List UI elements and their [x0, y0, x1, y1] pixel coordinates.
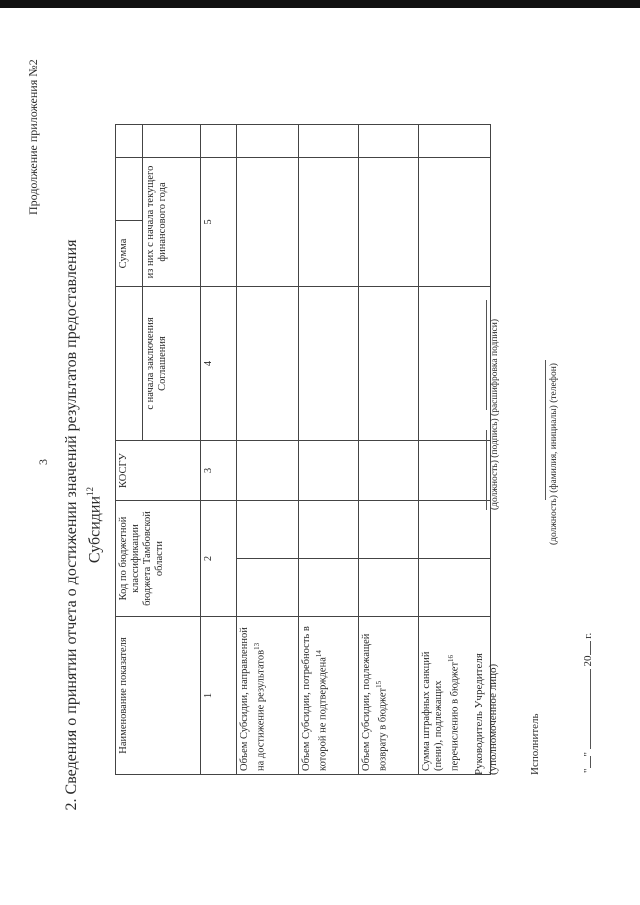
- signature-line: [486, 430, 487, 510]
- date-quote-open: ": [582, 768, 594, 773]
- appendix-note: Продолжение приложения №2: [26, 59, 40, 215]
- table-cell: [237, 441, 299, 501]
- header-sum: [116, 125, 143, 158]
- header-sum-current-year: из них с начала текущего финансового года: [143, 158, 201, 287]
- table-cell: [359, 125, 419, 158]
- section-title: [62, 205, 104, 845]
- table-row-label: [359, 617, 419, 775]
- column-number-blank: [201, 125, 237, 158]
- column-number: 5: [201, 158, 237, 287]
- row-footnote: 15: [375, 680, 383, 688]
- date-month-blank: [590, 669, 591, 749]
- row-label-text: Объем Субсидии, потребность в которой не подтверждена: [301, 626, 329, 771]
- table-cell: [237, 125, 299, 158]
- row-footnote: 16: [447, 654, 455, 662]
- section-title-footnote: 12: [85, 486, 95, 496]
- signature-line: [486, 300, 487, 410]
- head-label-2: (уполномоченное лицо): [487, 663, 499, 775]
- head-label-1: Руководитель Учредителя: [473, 653, 485, 775]
- row-label-text: Сумма штрафных санкций (пени), подлежащих перечислению в бюджет: [421, 651, 461, 771]
- date-year: 20: [582, 655, 594, 667]
- table-cell: [359, 287, 419, 441]
- row-label-text: Объем Субсидии, направленной на достижение результатов: [239, 627, 267, 771]
- table-cell: [299, 125, 359, 158]
- column-number: 4: [201, 287, 237, 441]
- column-number: 2: [201, 501, 237, 617]
- executor-caption: (должность) (фамилия, инициалы) (телефон): [549, 363, 559, 545]
- table-cell: [299, 501, 359, 559]
- section-title-text: 2. Сведения о принятии отчета о достижении значений результатов предоставления Субсидии: [63, 239, 104, 811]
- row-footnote: 13: [253, 642, 261, 650]
- executor-line: [545, 360, 546, 500]
- column-number: 3: [201, 441, 237, 501]
- table-cell: [237, 158, 299, 287]
- table-cell: [237, 501, 299, 559]
- table-cell: [419, 501, 491, 559]
- column-number: 1: [201, 617, 237, 775]
- table-cell: [359, 501, 419, 559]
- row-footnote: 14: [315, 650, 323, 658]
- table-cell: [419, 158, 491, 287]
- table-cell: [359, 158, 419, 287]
- table-cell: [419, 287, 491, 441]
- table-cell: [299, 287, 359, 441]
- executor-label: Исполнитель: [529, 713, 541, 775]
- table-cell: [419, 441, 491, 501]
- head-caption: (должность) (подпись) (расшифровка подписи): [490, 318, 500, 510]
- date-day-blank: [590, 757, 591, 769]
- table-cell: [419, 559, 491, 617]
- table-cell: [419, 125, 491, 158]
- table-cell: [299, 441, 359, 501]
- page-number: 3: [36, 459, 50, 465]
- table-cell: [359, 559, 419, 617]
- date-suffix: г.: [582, 632, 594, 639]
- table-cell: [299, 559, 359, 617]
- table-cell: [299, 158, 359, 287]
- header-sum-from-start: с начала заключения Соглашения: [143, 287, 201, 441]
- table-row-label: [237, 617, 299, 775]
- header-sum: [116, 287, 143, 441]
- header-blank: [143, 125, 201, 158]
- header-sum: [116, 158, 143, 221]
- header-budget-code: Код по бюджетной классификации бюджета Тамбовской области: [116, 501, 201, 617]
- date-quote-close: ": [582, 752, 594, 757]
- header-sum: Сумма: [116, 221, 143, 287]
- date-year-blank: [590, 642, 591, 656]
- date-line: [582, 633, 594, 773]
- table-cell: [237, 559, 299, 617]
- header-indicator: Наименование показателя: [116, 617, 201, 775]
- header-kosgu: КОСГУ: [116, 441, 201, 501]
- row-label-text: Объем Субсидии, подлежащей возврату в бюджет: [361, 633, 389, 771]
- table-cell: [237, 287, 299, 441]
- subsidy-report-table: [115, 124, 491, 775]
- table-row-label: [299, 617, 359, 775]
- table-cell: [359, 441, 419, 501]
